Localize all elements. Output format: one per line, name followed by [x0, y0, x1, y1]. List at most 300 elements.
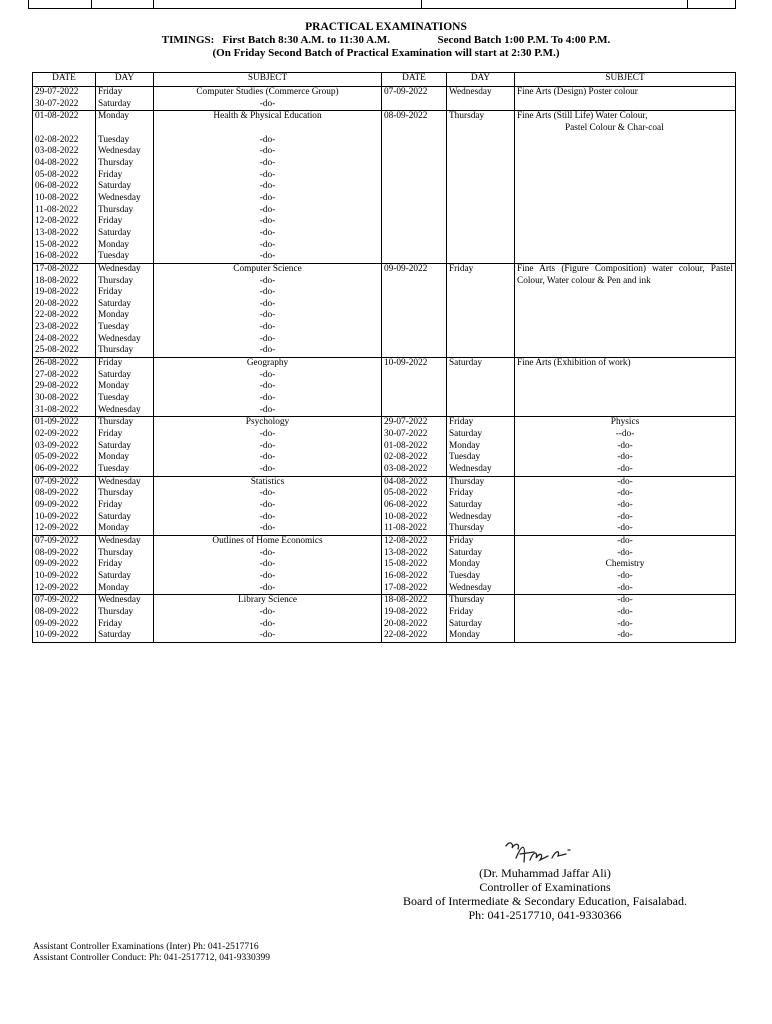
page-title: PRACTICAL EXAMINATIONS	[305, 21, 467, 33]
table-row	[33, 559, 736, 571]
cell-subject-empty	[515, 193, 736, 205]
cell-day-empty	[447, 276, 515, 288]
cell-date-empty	[382, 158, 447, 170]
controller-phone: Ph: 041-2517710, 041-9330366	[468, 908, 622, 922]
cell-subject: -do-	[515, 548, 736, 560]
cell-day: Thursday	[96, 548, 154, 560]
cell-subject-empty	[515, 158, 736, 170]
cell-subject: -do-	[154, 559, 382, 571]
cell-date: 07-09-2022	[33, 535, 96, 547]
cell-day: Tuesday	[447, 571, 515, 583]
cell-subject: Health & Physical Education	[154, 111, 382, 135]
cell-day: Saturday	[447, 548, 515, 560]
cell-day: Saturday	[96, 630, 154, 642]
cell-date-empty	[382, 228, 447, 240]
table-row	[33, 263, 736, 275]
cell-day: Friday	[447, 607, 515, 619]
cell-day: Friday	[447, 417, 515, 429]
cell-subject-empty	[515, 393, 736, 405]
cell-date: 12-09-2022	[33, 523, 96, 535]
cell-date: 04-08-2022	[33, 158, 96, 170]
cell-day: Thursday	[96, 158, 154, 170]
cell-day: Tuesday	[447, 452, 515, 464]
cell-day: Saturday	[96, 370, 154, 382]
cell-day: Saturday	[96, 299, 154, 311]
contact-line: Assistant Controller Conduct: Ph: 041-2517712, 041-9330399	[33, 953, 270, 963]
cell-subject: -do-	[154, 512, 382, 524]
cell-subject-empty	[515, 181, 736, 193]
cell-day: Wednesday	[96, 263, 154, 275]
table-row	[33, 158, 736, 170]
cell-day-empty	[447, 99, 515, 111]
cell-day: Saturday	[96, 441, 154, 453]
cell-date: 29-07-2022	[33, 87, 96, 99]
table-row	[33, 595, 736, 607]
schedule-body	[33, 87, 736, 643]
cell-date: 25-08-2022	[33, 345, 96, 357]
cell-day: Friday	[96, 287, 154, 299]
cell-day-empty	[447, 345, 515, 357]
cell-subject: -do-	[154, 193, 382, 205]
cell-subject: -do-	[154, 334, 382, 346]
cell-subject: -do-	[154, 405, 382, 417]
cell-subject: -do-	[154, 216, 382, 228]
cell-date: 19-08-2022	[33, 287, 96, 299]
cell-date-empty	[382, 205, 447, 217]
table-row	[33, 452, 736, 464]
friday-note: (On Friday Second Batch of Practical Examination will start at 2:30 P.M.)	[212, 47, 560, 59]
cell-day: Thursday	[447, 523, 515, 535]
cell-date: 16-08-2022	[33, 251, 96, 263]
cell-subject: -do-	[154, 310, 382, 322]
cell-subject: -do-	[154, 370, 382, 382]
cell-day: Friday	[447, 263, 515, 275]
cell-date: 15-08-2022	[382, 559, 447, 571]
col-header-subject: SUBJECT	[154, 73, 382, 87]
cell-day: Monday	[96, 452, 154, 464]
cell-subject: -do-	[154, 548, 382, 560]
cell-subject: Computer Science	[154, 263, 382, 275]
cell-date: 02-09-2022	[33, 429, 96, 441]
cell-date: 10-08-2022	[382, 512, 447, 524]
col-header-date: DATE	[382, 73, 447, 87]
col-header-date: DATE	[33, 73, 96, 87]
cell-date: 08-09-2022	[33, 548, 96, 560]
cell-subject-empty	[515, 240, 736, 252]
cell-day: Friday	[96, 170, 154, 182]
cell-date: 15-08-2022	[33, 240, 96, 252]
table-row	[33, 322, 736, 334]
cell-day-empty	[447, 251, 515, 263]
table-row	[33, 523, 736, 535]
cell-day-empty	[447, 299, 515, 311]
cell-subject: -do-	[154, 523, 382, 535]
table-row	[33, 476, 736, 488]
table-row	[33, 583, 736, 595]
cell-date: 01-08-2022	[382, 441, 447, 453]
cell-subject: -do-	[154, 251, 382, 263]
cell-day-empty	[447, 181, 515, 193]
table-row	[33, 405, 736, 417]
cell-subject: -do-	[515, 500, 736, 512]
cell-subject: Fine Arts (Exhibition of work)	[515, 358, 736, 370]
cell-date: 10-09-2022	[33, 571, 96, 583]
cell-date: 05-08-2022	[382, 488, 447, 500]
cell-day: Tuesday	[96, 393, 154, 405]
table-row	[33, 87, 736, 99]
cell-day: Friday	[96, 429, 154, 441]
cell-date: 20-08-2022	[382, 619, 447, 631]
cell-day: Saturday	[447, 358, 515, 370]
cell-day-empty	[447, 158, 515, 170]
cell-subject: -do-	[154, 170, 382, 182]
cell-day: Monday	[447, 630, 515, 642]
cell-date: 22-08-2022	[33, 310, 96, 322]
cell-day: Wednesday	[96, 193, 154, 205]
cell-subject: Outlines of Home Economics	[154, 535, 382, 547]
cell-day: Friday	[96, 559, 154, 571]
cell-date: 18-08-2022	[382, 595, 447, 607]
cell-day: Monday	[96, 583, 154, 595]
cell-day-empty	[447, 216, 515, 228]
table-row	[33, 345, 736, 357]
cell-subject-empty	[515, 381, 736, 393]
cell-subject: -do-	[154, 146, 382, 158]
cell-subject: -do-	[154, 452, 382, 464]
cell-subject: -do-	[154, 205, 382, 217]
cell-subject: -do-	[154, 381, 382, 393]
cell-date: 06-08-2022	[33, 181, 96, 193]
cell-date: 23-08-2022	[33, 322, 96, 334]
cell-subject: -do-	[515, 523, 736, 535]
cell-date: 10-09-2022	[382, 358, 447, 370]
cell-date: 26-08-2022	[33, 358, 96, 370]
cell-date: 27-08-2022	[33, 370, 96, 382]
cell-day: Wednesday	[96, 334, 154, 346]
cell-day-empty	[447, 405, 515, 417]
cell-subject-empty	[515, 205, 736, 217]
cell-subject-empty	[515, 405, 736, 417]
cell-date: 04-08-2022	[382, 476, 447, 488]
cell-date-empty	[382, 276, 447, 288]
cell-subject: -do-	[515, 476, 736, 488]
cell-day-empty	[447, 334, 515, 346]
cell-subject-empty	[515, 345, 736, 357]
table-row	[33, 512, 736, 524]
cell-day: Tuesday	[96, 322, 154, 334]
cell-day: Monday	[447, 441, 515, 453]
cell-day: Wednesday	[96, 476, 154, 488]
signature-block	[340, 866, 750, 922]
cell-date-empty	[382, 381, 447, 393]
cell-date-empty	[382, 393, 447, 405]
cell-day: Thursday	[447, 111, 515, 135]
cell-subject: -do-	[154, 500, 382, 512]
cell-subject: -do-	[154, 393, 382, 405]
cell-day: Wednesday	[447, 583, 515, 595]
cell-subject: -do-	[515, 607, 736, 619]
cell-date: 29-08-2022	[33, 381, 96, 393]
table-row	[33, 287, 736, 299]
table-row	[33, 607, 736, 619]
cell-date-empty	[382, 405, 447, 417]
cell-date-empty	[382, 135, 447, 147]
cell-day: Saturday	[96, 228, 154, 240]
cell-subject-empty	[515, 170, 736, 182]
cell-day-empty	[447, 287, 515, 299]
cell-subject: Physics	[515, 417, 736, 429]
cell-day: Thursday	[96, 488, 154, 500]
cell-date: 19-08-2022	[382, 607, 447, 619]
cell-date: 07-09-2022	[33, 595, 96, 607]
cell-date-empty	[382, 370, 447, 382]
cell-subject: -do-	[154, 181, 382, 193]
first-batch-text: First Batch 8:30 A.M. to 11:30 A.M.	[222, 34, 390, 46]
cell-date: 02-08-2022	[33, 135, 96, 147]
cell-date: 03-09-2022	[33, 441, 96, 453]
cell-day: Monday	[96, 111, 154, 135]
cell-day: Monday	[96, 381, 154, 393]
table-row	[33, 500, 736, 512]
cell-date: 07-09-2022	[33, 476, 96, 488]
table-row	[33, 441, 736, 453]
table-row	[33, 619, 736, 631]
cell-date: 08-09-2022	[33, 488, 96, 500]
table-row	[33, 381, 736, 393]
cell-subject: -do-	[154, 464, 382, 476]
table-header-row	[33, 73, 736, 87]
cell-date-empty	[382, 322, 447, 334]
cell-day: Thursday	[447, 476, 515, 488]
cell-day: Tuesday	[96, 464, 154, 476]
cell-date-empty	[382, 287, 447, 299]
cell-subject: Geography	[154, 358, 382, 370]
cell-date: 11-08-2022	[33, 205, 96, 217]
table-row	[33, 370, 736, 382]
cell-subject-empty	[515, 310, 736, 322]
cell-subject-empty	[515, 287, 736, 299]
table-row	[33, 299, 736, 311]
cell-day-empty	[447, 310, 515, 322]
cell-date: 09-09-2022	[33, 619, 96, 631]
cell-date: 20-08-2022	[33, 299, 96, 311]
cell-subject: -do-	[154, 607, 382, 619]
cell-date-empty	[382, 216, 447, 228]
table-row	[33, 417, 736, 429]
cell-day: Monday	[96, 240, 154, 252]
cell-day: Thursday	[96, 345, 154, 357]
cell-day-empty	[447, 205, 515, 217]
timings-label: TIMINGS:	[161, 34, 215, 46]
cell-subject-empty	[515, 299, 736, 311]
cell-subject: -do-	[154, 240, 382, 252]
cell-subject-empty	[515, 370, 736, 382]
cell-date-empty	[382, 334, 447, 346]
cell-subject: -do-	[154, 135, 382, 147]
cell-day: Monday	[96, 523, 154, 535]
col-header-day: DAY	[96, 73, 154, 87]
cell-date: 13-08-2022	[382, 548, 447, 560]
cell-day: Friday	[447, 488, 515, 500]
cell-date: 17-08-2022	[33, 263, 96, 275]
cell-day: Friday	[447, 535, 515, 547]
second-batch-text: Second Batch 1:00 P.M. To 4:00 P.M.	[437, 34, 611, 46]
cell-date-empty	[382, 251, 447, 263]
cell-day-empty	[447, 146, 515, 158]
cell-subject: -do-	[515, 571, 736, 583]
cell-date: 18-08-2022	[33, 276, 96, 288]
col-header-subject: SUBJECT	[515, 73, 736, 87]
cell-date-empty	[382, 146, 447, 158]
table-row	[33, 535, 736, 547]
cell-date: 03-08-2022	[33, 146, 96, 158]
cell-date: 10-09-2022	[33, 630, 96, 642]
cell-date: 31-08-2022	[33, 405, 96, 417]
table-row	[33, 429, 736, 441]
cell-day-empty	[447, 322, 515, 334]
cell-subject: Computer Studies (Commerce Group)	[154, 87, 382, 99]
table-row	[33, 630, 736, 642]
cell-date: 10-08-2022	[33, 193, 96, 205]
subject-line: Pastel Colour & Char-coal	[565, 122, 664, 133]
cell-subject: -do-	[154, 488, 382, 500]
contact-line: Assistant Controller Examinations (Inter) Ph: 041-2517716	[33, 942, 259, 952]
cell-day: Thursday	[447, 595, 515, 607]
cell-subject-empty	[515, 228, 736, 240]
cell-subject: -do-	[515, 583, 736, 595]
table-row	[33, 358, 736, 370]
cell-subject: -do-	[154, 345, 382, 357]
cell-date: 09-09-2022	[382, 263, 447, 275]
col-header-day: DAY	[447, 73, 515, 87]
cell-date: 22-08-2022	[382, 630, 447, 642]
table-row	[33, 216, 736, 228]
cell-date: 30-07-2022	[382, 429, 447, 441]
cell-date: 29-07-2022	[382, 417, 447, 429]
timings-line	[0, 34, 772, 47]
cell-subject: -do-	[515, 535, 736, 547]
cell-day: Friday	[96, 216, 154, 228]
cell-subject: -do-	[515, 512, 736, 524]
cell-day: Thursday	[96, 417, 154, 429]
cell-subject: -do-	[154, 429, 382, 441]
table-row	[33, 99, 736, 111]
cell-day: Saturday	[96, 181, 154, 193]
cell-date: 13-08-2022	[33, 228, 96, 240]
cell-date: 03-08-2022	[382, 464, 447, 476]
cell-day-empty	[447, 228, 515, 240]
cell-subject: -do-	[515, 488, 736, 500]
cell-date: 17-08-2022	[382, 583, 447, 595]
table-row	[33, 310, 736, 322]
controller-designation: Controller of Examinations	[479, 880, 611, 894]
cell-day: Wednesday	[96, 405, 154, 417]
cell-day: Thursday	[96, 276, 154, 288]
cell-day: Wednesday	[447, 512, 515, 524]
cell-day: Saturday	[447, 500, 515, 512]
cell-subject: Chemistry	[515, 559, 736, 571]
cell-date-empty	[382, 99, 447, 111]
cell-date-empty	[382, 193, 447, 205]
table-row	[33, 111, 736, 135]
cell-day: Tuesday	[96, 251, 154, 263]
cell-date: 12-08-2022	[382, 535, 447, 547]
cell-subject: -do-	[154, 322, 382, 334]
table-row	[33, 135, 736, 147]
cell-subject: Library Science	[154, 595, 382, 607]
table-row	[33, 393, 736, 405]
cell-subject-empty	[515, 322, 736, 334]
cell-subject: -do-	[515, 441, 736, 453]
cell-subject: -do-	[515, 595, 736, 607]
cell-subject: Fine Arts (Design) Poster colour	[515, 87, 736, 99]
cell-date: 05-08-2022	[33, 170, 96, 182]
cell-subject: -do-	[154, 299, 382, 311]
table-row	[33, 193, 736, 205]
cell-date: 30-08-2022	[33, 393, 96, 405]
table-row	[33, 571, 736, 583]
cell-date: 08-09-2022	[382, 111, 447, 135]
cell-date: 02-08-2022	[382, 452, 447, 464]
cell-date: 09-09-2022	[33, 500, 96, 512]
cell-subject: -do-	[154, 583, 382, 595]
cell-day-empty	[447, 381, 515, 393]
cell-day: Friday	[96, 87, 154, 99]
cell-date: 08-09-2022	[33, 607, 96, 619]
cell-subject: -do-	[515, 464, 736, 476]
cell-day: Friday	[96, 500, 154, 512]
cell-day: Friday	[96, 619, 154, 631]
table-row	[33, 170, 736, 182]
subject-line: Fine Arts (Still Life) Water Colour,	[517, 111, 648, 122]
cell-subject: -do-	[154, 619, 382, 631]
cell-subject: -do-	[154, 158, 382, 170]
table-row	[33, 334, 736, 346]
cell-subject-empty	[515, 334, 736, 346]
cell-date: 09-09-2022	[33, 559, 96, 571]
cell-day: Wednesday	[447, 464, 515, 476]
cell-subject: Statistics	[154, 476, 382, 488]
cell-day: Thursday	[96, 607, 154, 619]
cell-subject: -do-	[154, 571, 382, 583]
cell-day-empty	[447, 135, 515, 147]
cell-day-empty	[447, 370, 515, 382]
cell-day: Wednesday	[96, 535, 154, 547]
cell-subject: -do-	[154, 630, 382, 642]
cell-date: 06-09-2022	[33, 464, 96, 476]
cell-day: Saturday	[447, 429, 515, 441]
cell-day-empty	[447, 170, 515, 182]
cell-day: Saturday	[96, 512, 154, 524]
signature-image	[500, 836, 580, 870]
cell-date: 16-08-2022	[382, 571, 447, 583]
cell-day: Wednesday	[96, 146, 154, 158]
cell-day-empty	[447, 240, 515, 252]
cell-subject-empty	[515, 135, 736, 147]
cell-day: Tuesday	[96, 135, 154, 147]
cell-subject-empty	[515, 99, 736, 111]
cell-date: 01-09-2022	[33, 417, 96, 429]
cell-day: Friday	[96, 358, 154, 370]
cell-day: Saturday	[447, 619, 515, 631]
cell-day-empty	[447, 193, 515, 205]
cell-date: 06-08-2022	[382, 500, 447, 512]
cell-subject: -do-	[515, 452, 736, 464]
cell-subject-empty	[515, 251, 736, 263]
cell-subject-empty	[515, 146, 736, 158]
table-row	[33, 240, 736, 252]
cell-day: Saturday	[96, 571, 154, 583]
